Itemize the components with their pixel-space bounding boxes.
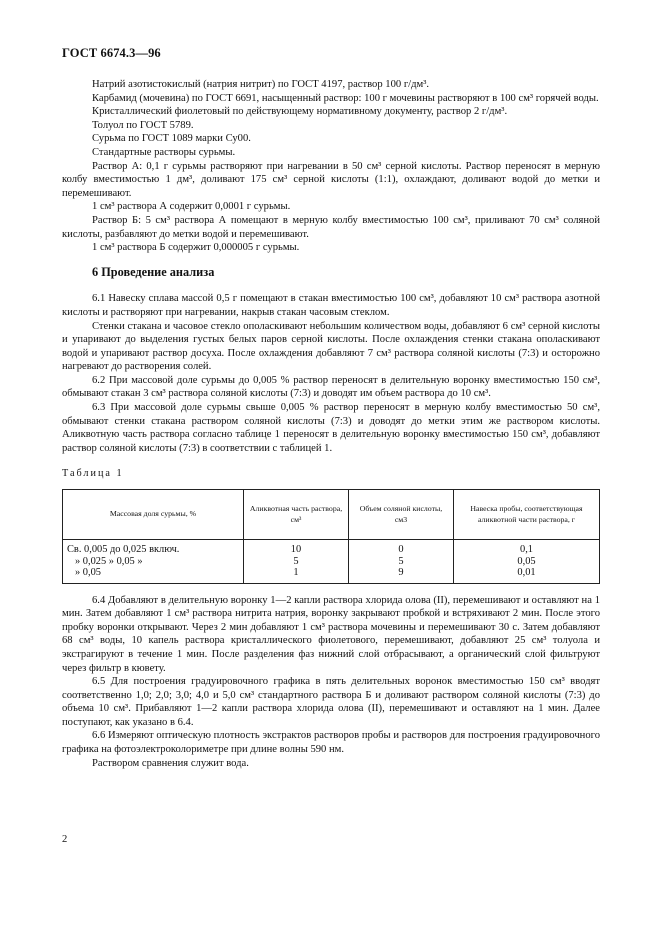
document-header: ГОСТ 6674.3—96 bbox=[62, 46, 161, 60]
cell-value: Св. 0,005 до 0,025 включ. bbox=[67, 544, 180, 556]
paragraph-6-3: 6.3 При массовой доле сурьмы свыше 0,005 % раствор переносят в мерную колбу вместимостью 50 см³, обмывают стенки стакана раствором соляной кислоты (7:3) и доводят до метки этим же раствором кислоты. Аликвотную часть раствора согласно таблице 1 переносят в делительную воронку вместимостью 150 см³, добавляют раствор соляной кислоты (7:3) в соответствии с таблицей 1. bbox=[62, 402, 600, 454]
cell-aliquot bbox=[244, 540, 349, 584]
cell-value: 9 bbox=[398, 567, 404, 579]
standard-solutions-heading: Стандартные растворы сурьмы. bbox=[92, 146, 236, 158]
section-title: 6 Проведение анализа bbox=[92, 264, 215, 279]
col-header-antimony-fraction: Массовая доля сурьмы, % bbox=[63, 490, 244, 540]
cell-sample-mass bbox=[454, 540, 600, 584]
cell-value: 0,01 bbox=[517, 567, 536, 579]
col-header-aliquot: Аликвотная часть раствора, см³ bbox=[244, 490, 349, 540]
paragraph-6-1: 6.1 Навеску сплава массой 0,5 г помещают в стакан вместимостью 100 см³, добавляют 10 см³ раствора азотной кислоты и растворяют при нагревании, накрыв стакан часовым стеклом. bbox=[62, 293, 600, 318]
paragraph-6-6: 6.6 Измеряют оптическую плотность экстрактов растворов пробы и растворов для построения градуировочного графика на фотоэлектроколориметре при длине волны 590 нм. bbox=[62, 730, 600, 756]
reagent-antimony: Сурьма по ГОСТ 1089 марки Су00. bbox=[92, 133, 251, 145]
solution-b-content: 1 см³ раствора Б содержит 0,000005 г сурьмы. bbox=[92, 242, 300, 254]
paragraph-6-2: 6.2 При массовой доле сурьмы до 0,005 % раствор переносят в делительную воронку вместимостью 150 см³, обмывают стакан 3 см³ раствора соляной кислоты (7:3) и доводят им объем раствора до 10 см³. bbox=[62, 374, 600, 400]
cell-value: 0,1 bbox=[520, 544, 533, 556]
table-caption: Таблица 1 bbox=[62, 468, 124, 480]
paragraph-6-5: 6.5 Для построения градуировочного графика в пять делительных воронок вместимостью 150 см³ вводят соответственно 1,0; 2,0; 3,0; 4,0 и 5,0 см³ стандартного раствора Б и доливают раствором соляной кислоты (7:3) до объема 10 см³. Прибавляют 1—2 капли раствора хлорида олова (II), перемешивают и оставляют на 1 мин. Далее поступают, как указано в 6.4. bbox=[62, 676, 600, 728]
reagent-toluene: Толуол по ГОСТ 5789. bbox=[92, 119, 194, 131]
page-number: 2 bbox=[62, 834, 68, 845]
cell-value: 5 bbox=[293, 555, 299, 567]
paragraph-6-4: 6.4 Добавляют в делительную воронку 1—2 капли раствора хлорида олова (II), перемешивают и оставляют на 1 мин. Затем добавляют 1 см³ раствора нитрита натрия, воронку закрывают пробкой и встряхивают 2 мин. После этого пробку воронки открывают. Через 2 мин добавляют 1 см³ раствора мочевины и перемешивают 30 с. Затем добавляют 68 см³ воды, 10 капель раствора кристаллического фиолетового, перемешивают, добавляют 25 см³ толуола и экстрагируют в течение 1 мин. После разделения фаз нижний слой отбрасывают, а органический слой фильтруют через фильтр в кювету. bbox=[62, 594, 600, 674]
table-row bbox=[63, 540, 600, 584]
cell-value: 0 bbox=[398, 544, 404, 556]
cell-value: 0,05 bbox=[517, 555, 536, 567]
solution-b-paragraph: Раствор Б: 5 см³ раствора А помещают в мерную колбу вместимостью 100 см³, приливают 70 см³ соляной кислоты, разбавляют до метки водой и перемешивают. bbox=[62, 214, 600, 240]
cell-value: 10 bbox=[290, 544, 302, 556]
data-table bbox=[62, 489, 600, 584]
table-header-row bbox=[63, 490, 600, 540]
reagent-urea: Карбамид (мочевина) по ГОСТ 6691, насыщенный раствор: 100 г мочевины растворяют в 100 см³ горячей воды. bbox=[92, 92, 599, 104]
cell-value: » 0,05 bbox=[75, 567, 101, 579]
paragraph-6-1-cont: Стенки стакана и часовое стекло ополаскивают небольшим количеством воды, добавляют 6 см³ серной кислоты и упаривают до выделения густых белых паров серной кислоты. После охлаждения стенки стакана ополаскивают водой и упаривают раствор досуха. После охлаждения добавляют 7 см³ раствора соляной кислоты (7:3) и осторожно нагревают до растворения солей. bbox=[62, 320, 600, 373]
reagent-crystal-violet: Кристаллический фиолетовый по действующему нормативному документу, раствор 2 г/дм³. bbox=[92, 106, 508, 118]
page-body bbox=[62, 78, 600, 770]
cell-value: 1 bbox=[293, 567, 299, 579]
solution-a-paragraph: Раствор А: 0,1 г сурьмы растворяют при нагревании в 50 см³ серной кислоты. Раствор переносят в мерную колбу вместимостью 1 дм³, доливают 175 см³ серной кислоты (1:1), охлаждают, доливают водой до метки и перемешивают. bbox=[62, 160, 600, 199]
cell-antimony-fraction bbox=[63, 540, 244, 584]
col-header-acid-volume: Объем соляной кислоты, см3 bbox=[349, 490, 454, 540]
reagent-sodium-nitrite: Натрий азотистокислый (натрия нитрит) по ГОСТ 4197, раствор 100 г/дм³. bbox=[92, 79, 430, 90]
col-header-sample-mass: Навеска пробы, соответствующая аликвотной части раствора, г bbox=[454, 490, 600, 540]
solution-a-content: 1 см³ раствора А содержит 0,0001 г сурьмы. bbox=[92, 201, 291, 213]
paragraph-reference-solution: Раствором сравнения служит вода. bbox=[92, 757, 249, 769]
cell-value: 5 bbox=[398, 555, 404, 567]
cell-value: » 0,025 » 0,05 » bbox=[75, 555, 143, 567]
cell-acid-volume bbox=[349, 540, 454, 584]
